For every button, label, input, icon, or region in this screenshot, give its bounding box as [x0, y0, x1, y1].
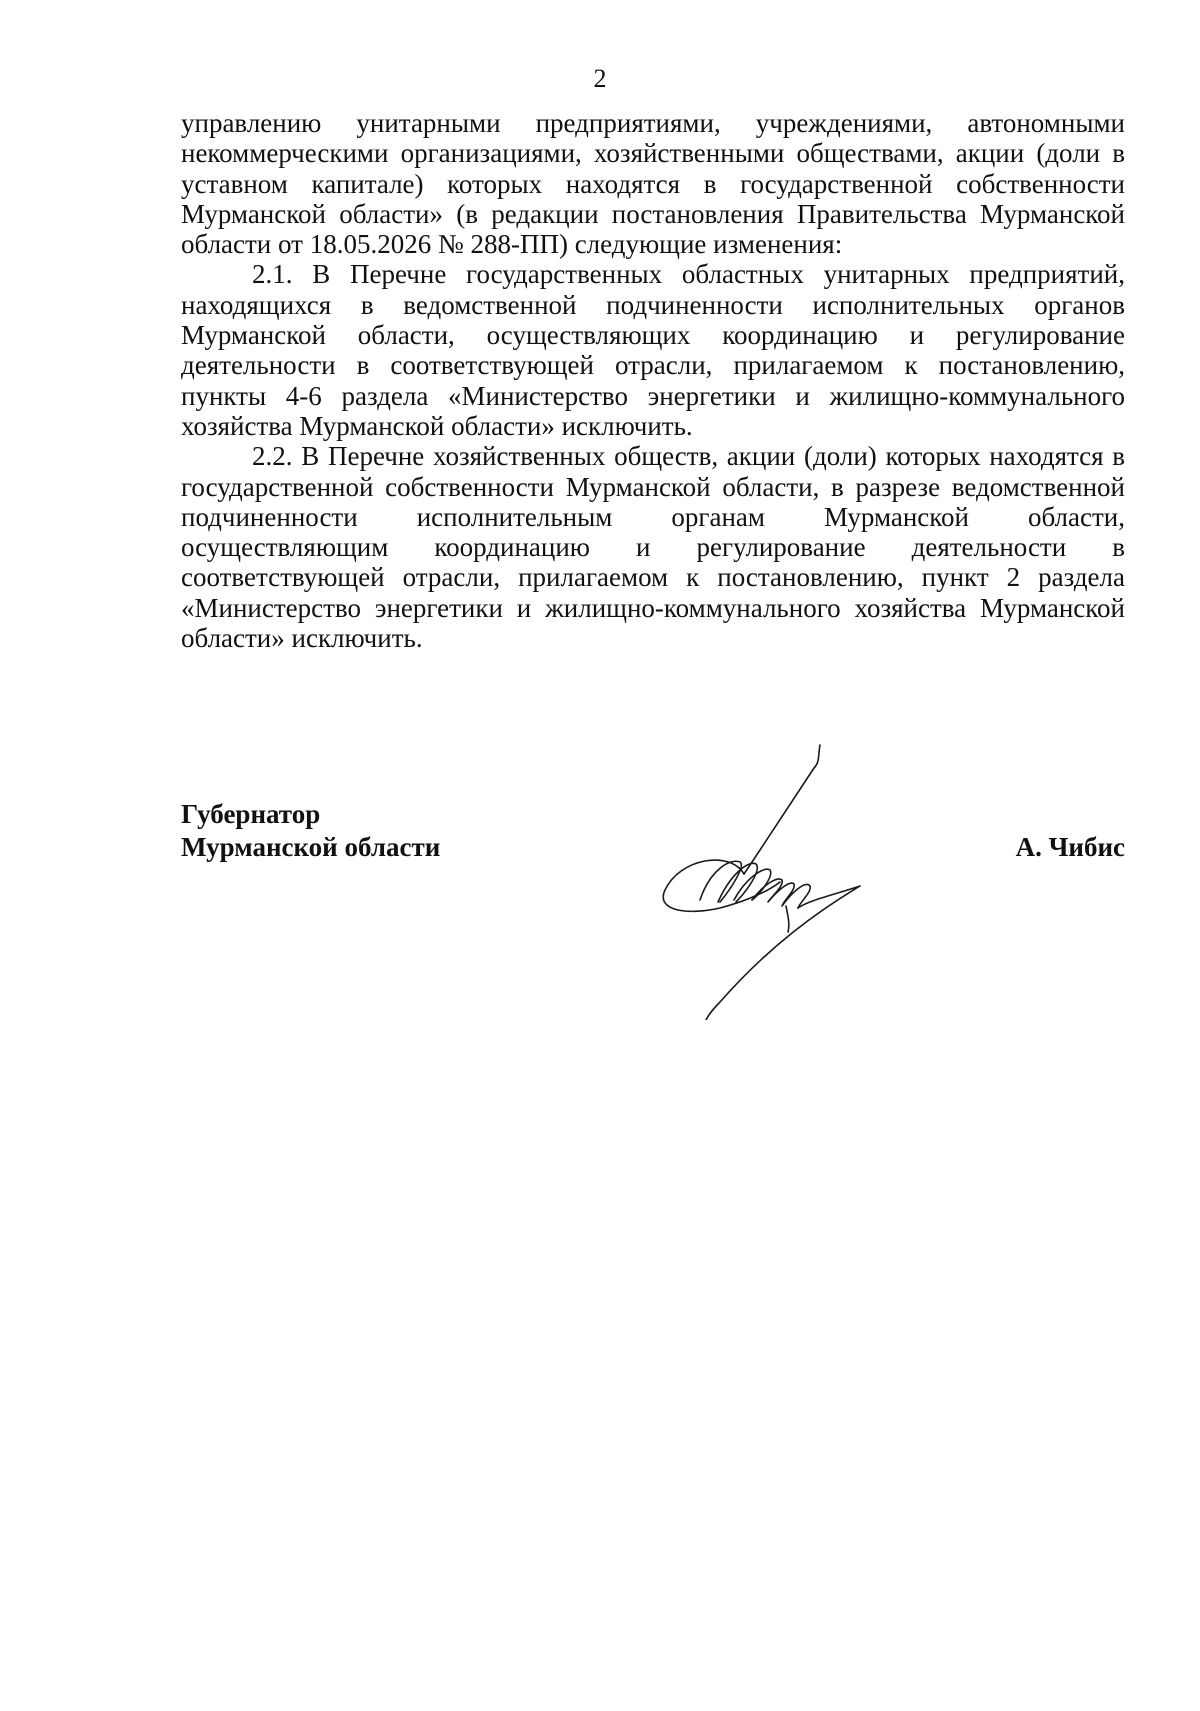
- page-number: 2: [593, 64, 607, 93]
- paragraph-item-2-1: 2.1. В Перечне государственных областных унитарных предприятий, находящихся в ведомственной подчиненности исполнительных органов Мурманской области, осуществляющих координацию и регулирование деятельности в соответствующей отрасли, прилагаемом к постановлению, пункты 4-6 раздела «Министерство энергетики и жилищно-коммунального хозяйства Мурманской области» исключить.: [181, 259, 1125, 441]
- document-body: [181, 108, 1125, 653]
- signatory-title: Губернатор: [181, 799, 321, 829]
- paragraph-item-2-2: 2.2. В Перечне хозяйственных обществ, акции (доли) которых находятся в государственной собственности Мурманской области, в разрезе ведомственной подчиненности исполнительным органам Мурманской области, осуществляющим координацию и регулирование деятельности в соответствующей отрасли, прилагаемом к постановлению, пункт 2 раздела «Министерство энергетики и жилищно-коммунального хозяйства Мурманской области» исключить.: [181, 441, 1125, 654]
- handwritten-signature-icon: [660, 740, 910, 1020]
- paragraph-continuation: управлению унитарными предприятиями, учреждениями, автономными некоммерческими организациями, хозяйственными обществами, акции (доли в уставном капитале) которых находятся в государственной собственности Мурманской области» (в редакции постановления Правительства Мурманской области от 18.05.2026 № 288-ПП) следующие изменения:: [181, 108, 1125, 260]
- signatory-name: А. Чибис: [1015, 832, 1125, 862]
- signatory-position: [181, 798, 440, 864]
- signatory-region: Мурманской области: [181, 832, 441, 862]
